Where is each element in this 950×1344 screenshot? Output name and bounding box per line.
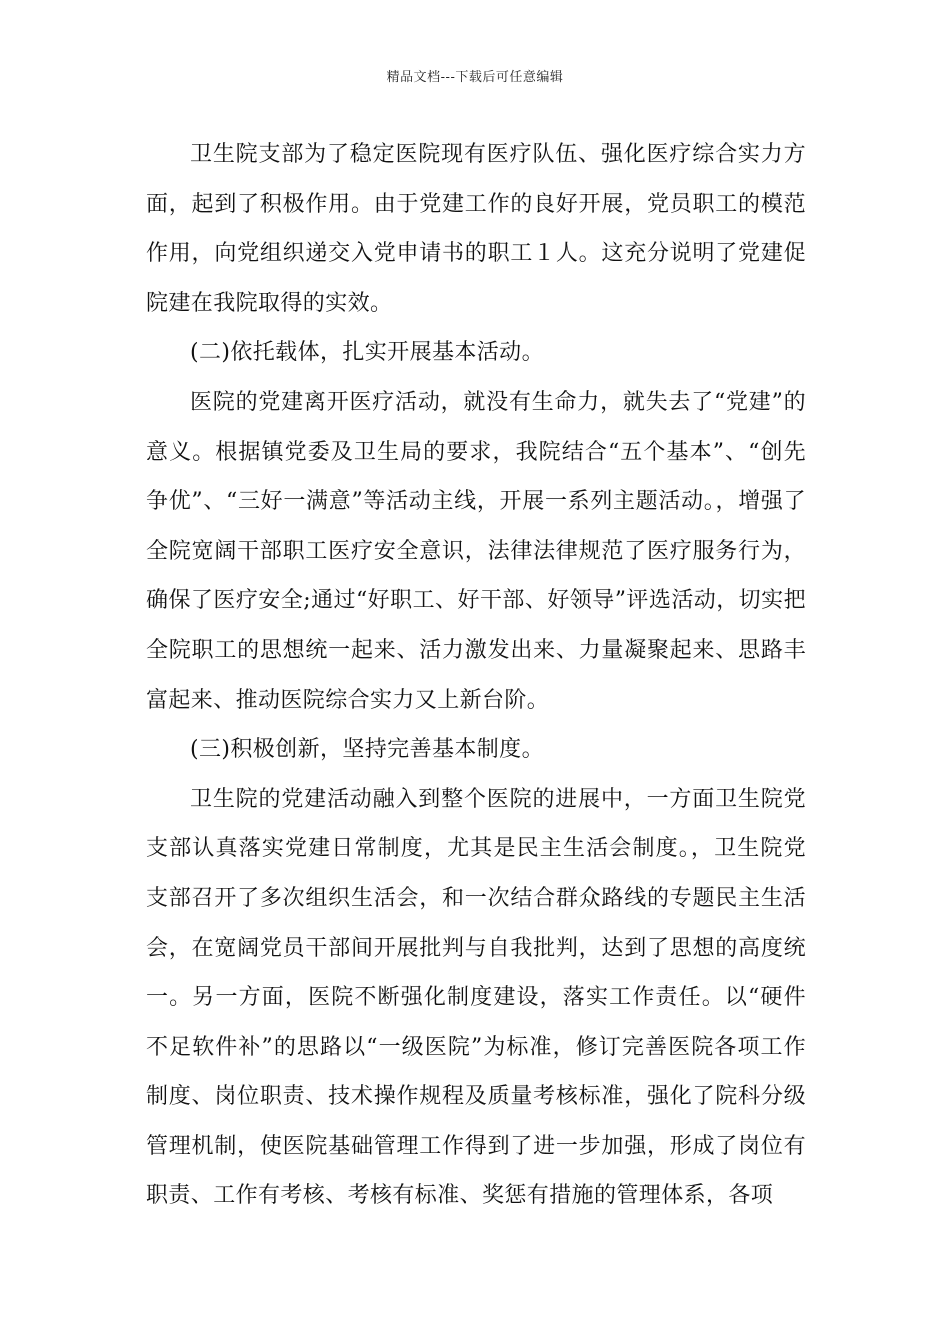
document-body bbox=[146, 130, 806, 1221]
page-header: 精品文档---下载后可任意编辑 bbox=[386, 70, 564, 85]
paragraph-1: 卫生院支部为了稳定医院现有医疗队伍、强化医疗综合实力方面，起到了积极作用。由于党建工作的良好开展，党员职工的模范作用，向党组织递交入党申请书的职工１人。这充分说明了党建促院建在我院取得的实效。 bbox=[146, 142, 806, 316]
paragraph-3: 卫生院的党建活动融入到整个医院的进展中，一方面卫生院党支部认真落实党建日常制度，尤其是民主生活会制度。，卫生院党支部召开了多次组织生活会，和一次结合群众路线的专题民主生活会，在宽阔党员干部间开展批判与自我批判，达到了思想的高度统一。另一方面，医院不断强化制度建设，落实工作责任。以“硬件不足软件补”的思路以“一级医院”为标准，修订完善医院各项工作制度、岗位职责、技术操作规程及质量考核标准，强化了院科分级管理机制，使医院基础管理工作得到了进一步加强，形成了岗位有职责、工作有考核、考核有标准、奖惩有措施的管理体系，各项 bbox=[146, 786, 806, 1209]
section-heading-3: (三)积极创新，坚持完善基本制度。 bbox=[190, 737, 544, 763]
paragraph-2: 医院的党建离开医疗活动，就没有生命力，就失去了“党建”的意义。根据镇党委及卫生局的要求，我院结合“五个基本”、“创先争优”、“三好一满意”等活动主线，开展一系列主题活动。，增强了全院宽阔干部职工医疗安全意识，法律法律规范了医疗服务行为，确保了医疗安全;通过“好职工、好干部、好领导”评选活动，切实把全院职工的思想统一起来、活力激发出来、力量凝聚起来、思路丰富起来、推动医院综合实力又上新台阶。 bbox=[146, 389, 806, 713]
section-heading-2: (二)依托载体，扎实开展基本活动。 bbox=[190, 340, 544, 366]
